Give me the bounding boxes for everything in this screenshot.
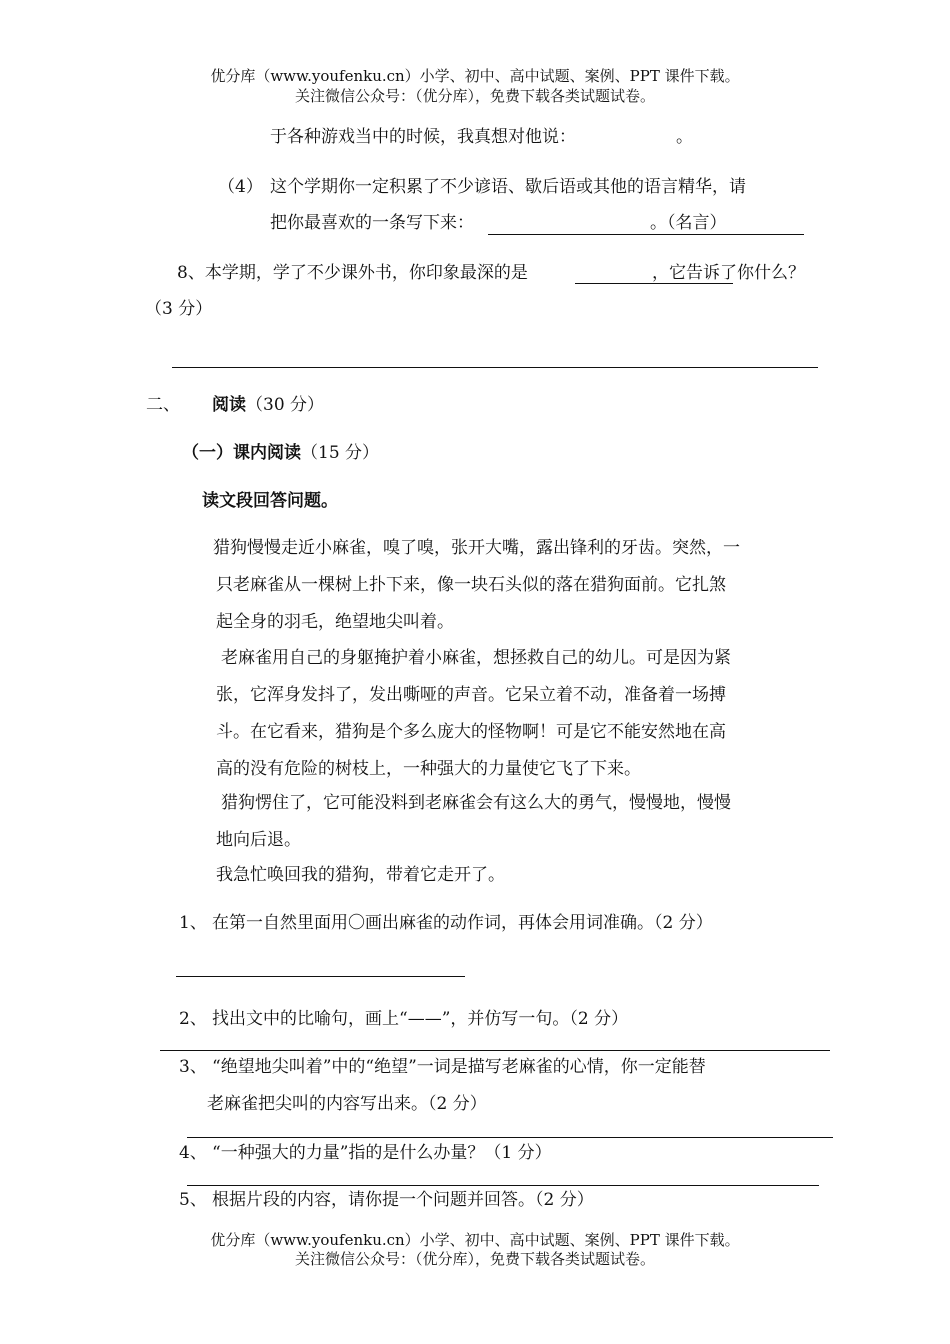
reading-instruction: 读文段回答问题。 [202,491,338,511]
question-1-text: 在第一自然里面用〇画出麻雀的动作词，再体会用词准确。（2 分） [212,913,713,933]
q7-continuation-end: 。 [676,127,693,147]
passage-line-9: 地向后退。 [216,830,301,850]
subsection-1-heading [182,442,379,464]
passage-line-10: 我急忙唤回我的猎狗，带着它走开了。 [216,865,505,885]
q7-4-answer-line[interactable] [488,234,804,235]
passage-line-2: 只老麻雀从一棵树上扑下来，像一块石头似的落在猎狗面前。它扎煞 [216,575,726,595]
q7-4-line-2: 把你最喜欢的一条写下来： [270,213,474,233]
subsection-1-score: （15 分） [301,443,380,463]
q7-4-line-1: 这个学期你一定积累了不少谚语、歇后语或其他的语言精华，请 [270,177,746,197]
header-line-2: 关注微信公众号：（优分库），免费下载各类试题试卷。 [294,87,655,105]
section-2-title: 阅读 [212,395,246,415]
q7-4-line-2-end: 。（名言） [650,213,727,233]
question-4-number: 4、 [179,1143,207,1163]
question-3-number: 3、 [179,1057,207,1077]
question-5-number: 5、 [179,1190,207,1210]
passage-line-1: 猎狗慢慢走近小麻雀，嗅了嗅，张开大嘴，露出锋利的牙齿。突然，一 [213,538,740,558]
question-5-text: 根据片段的内容，请你提一个问题并回答。（2 分） [212,1190,594,1210]
footer-line-1: 优分库（www.youfenku.cn）小学、初中、高中试题、案例、PPT 课件下载。 [210,1231,740,1249]
section-2-heading [212,394,324,416]
header-line-1: 优分库（www.youfenku.cn）小学、初中、高中试题、案例、PPT 课件下载。 [210,67,740,85]
q8-answer-line[interactable] [172,367,818,368]
subsection-1-title: （一）课内阅读 [182,443,301,463]
question-3-answer-line[interactable] [187,1137,833,1138]
question-2-text: 找出文中的比喻句，画上“——”，并仿写一句。（2 分） [212,1009,629,1029]
question-4-answer-line[interactable] [187,1185,819,1186]
passage-line-3: 起全身的羽毛，绝望地尖叫着。 [216,612,454,632]
question-4-text: “一种强大的力量”指的是什么办量？（1 分） [212,1143,552,1163]
section-2-score: （30 分） [246,395,325,415]
question-3-text-line-2: 老麻雀把尖叫的内容写出来。（2 分） [207,1094,487,1114]
q8-part-2: ，它告诉了你什么？ [652,263,805,283]
passage-line-4: 老麻雀用自己的身躯掩护着小麻雀，想拯救自己的幼儿。可是因为紧 [221,648,731,668]
q7-4-number: （4） [218,177,263,197]
section-2-number: 二、 [146,395,180,415]
question-1-answer-line[interactable] [176,976,465,977]
question-3-text: “绝望地尖叫着”中的“绝望”一词是描写老麻雀的心情，你一定能替 [212,1057,706,1077]
footer-line-2: 关注微信公众号：（优分库），免费下载各类试题试卷。 [294,1250,655,1268]
passage-line-5: 张，它浑身发抖了，发出嘶哑的声音。它呆立着不动，准备着一场搏 [216,685,726,705]
passage-line-6: 斗。在它看来，猎狗是个多么庞大的怪物啊！可是它不能安然地在高 [216,722,726,742]
q8-part-1: 8、本学期，学了不少课外书，你印象最深的是 [177,263,528,283]
question-2-number: 2、 [179,1009,207,1029]
question-1-number: 1、 [179,913,207,933]
q7-continuation [270,126,693,148]
passage-line-8: 猎狗愣住了，它可能没料到老麻雀会有这么大的勇气，慢慢地，慢慢 [221,793,731,813]
q7-continuation-text: 于各种游戏当中的时候，我真想对他说： [270,127,576,147]
question-2-answer-line[interactable] [160,1050,830,1051]
q8-score: （3 分） [145,299,213,319]
passage-line-7: 高的没有危险的树枝上，一种强大的力量使它飞了下来。 [216,759,641,779]
